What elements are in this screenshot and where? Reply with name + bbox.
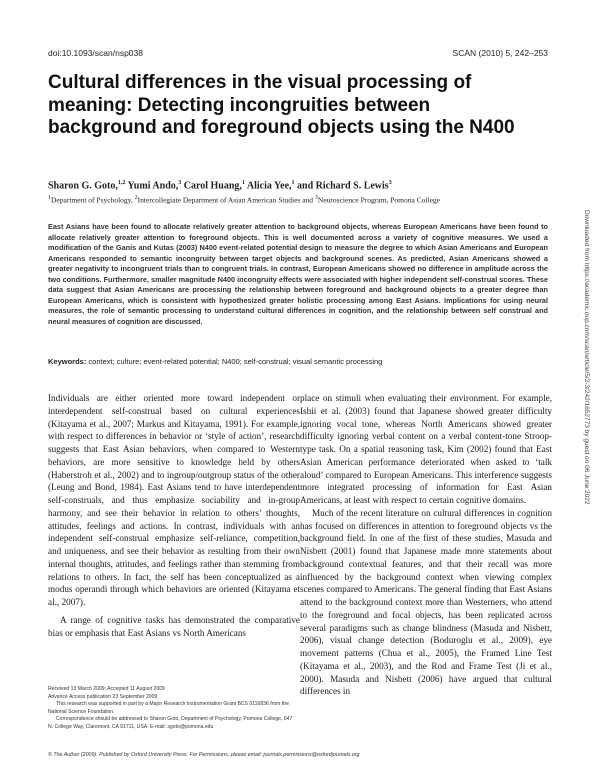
- affiliation-text: Department of Psychology,: [51, 195, 135, 205]
- author-affil-mark: 1: [291, 180, 295, 186]
- doi-header: doi:10.1093/scan/nsp038: [48, 48, 143, 58]
- body-column-left: [48, 392, 300, 639]
- body-paragraph: Much of the recent literature on cultural differences in cognition has focused on differences in attention to foreground objects vs the background field. In one of the first of these studies, Masuda and Nisbett (2001) found that Japanese made more statements about background contextual features, and that their recall was more influenced by the background context when viewing complex scenes compared to Americans. The general finding that East Asians attend to the background context more than Westerners, who attend to the foreground and focal objects, has been replicated across several paradigms such as change blindness (Masuda and Nisbett, 2006), visual change detection (Boduroglu et al., 2009), eye movement patterns (Chua et al., 2005), the Framed Line Test (Kitayama et al., 2003), and the Rod and Frame Test (Ji et al., 2000). Masuda and Nisbett (2006) have argued that cultural differences in: [300, 507, 552, 697]
- affiliation-mark: 3: [314, 195, 318, 201]
- body-paragraph: Individuals are either oriented more toward independent or interdependent self-construal based on cultural experiences (Kitayama et al., 2007; Markus and Kitayama, 1991). For example, with respect to differences in behavior or ‘style of action’, research suggests that East Asian behaviors, when compared to Western behaviors, are more sensitive to knowledge held by others (Haberstroh et al., 2002) and to ingroup/outgroup status of the other (Leung and Bond, 1984). East Asians tend to have interdependent self-construals, and thus emphasize sociability and in-group harmony, and see their behavior in relation to others’ thoughts, attitudes, feelings and actions. In contrast, individuals with an independent self-construal emphasize self-reliance, competition, and uniqueness, and see their behavior as resulting from their own internal thoughts, attitudes, and feelings rather than stemming from relations to others. In fact, the self has been conceptualized as a modus operandi through which behaviors are oriented (Kitayama et al., 2007).: [48, 393, 300, 607]
- footnote-funding: This research was supported in part by a Major Research Instrumentation Grant BCS 0116836 from the National Science Foundation.: [48, 701, 289, 715]
- author-name: Sharon G. Goto,: [48, 180, 118, 192]
- author-affil-mark: 1: [241, 180, 245, 186]
- footnote-advance-access: Advance Access publication 23 September 2009: [48, 693, 158, 700]
- footnote-correspondence: Correspondence should be addressed to Sharon Goto, Department of Psychology, Pomona College, 647 N. College Way, Claremont, CA 91711, USA. E-mail: sgoto@pomona.edu: [48, 716, 293, 730]
- author-name: and Richard S. Lewis: [297, 180, 389, 192]
- download-watermark: [583, 210, 593, 570]
- keywords-label: Keywords:: [48, 357, 87, 366]
- abstract: East Asians have been found to allocate relatively greater attention to background objects, whereas European Americans have been found to allocate relatively greater attention to foreground objects. This is well documented across a variety of cognitive measures. We used a modification of the Ganis and Kutas (2003) N400 event-related potential design to measure the degree to which Asian Americans and European Americans responded to semantic incongruity between target objects and background scenes. As predicted, Asian Americans showed a greater negativity to incongruent trials than to congruent trials. In contrast, European Americans showed no difference in amplitude across the two conditions. Furthermore, smaller magnitude N400 incongruity effects were associated with higher independent self-construal scores. These data suggest that Asian Americans are processing the relationship between foreground and background objects to a greater degree than European Americans, which is consistent with hypothesized greater holistic processing among East Asians. Implications for using neural measures, the role of semantic processing to understand cultural differences in cognition, and the relationship between self construal and neural measures of cognition are discussed.: [48, 222, 548, 326]
- author-list: [48, 180, 548, 191]
- author-name: Carol Huang,: [183, 180, 242, 192]
- author-affil-mark: 1,2: [117, 180, 126, 186]
- affiliation-mark: 1: [48, 195, 51, 201]
- affiliation-text: Intercollegiate Department of Asian American Studies and: [137, 195, 315, 205]
- author-name: Yumi Ando,: [127, 180, 179, 192]
- author-affil-mark: 3: [178, 180, 182, 186]
- affiliation-list: [48, 195, 558, 205]
- author-affil-mark: 3: [388, 180, 392, 186]
- download-watermark-text: Downloaded from https://academic.oup.com/scan/article/5/2-3/242/1652773 by guest on 06 June 2022: [583, 210, 590, 505]
- affiliation-text: Neuroscience Program, Pomona College: [317, 195, 440, 205]
- copyright-line: © The Author (2009). Published by Oxford University Press. For Permissions, please email: journals.permissions@oxfordjournals.org: [48, 752, 360, 758]
- affiliation-mark: 2: [134, 195, 138, 201]
- body-paragraph: place on stimuli when evaluating their environment. For example, Ishii et al. (2003) found that Japanese showed greater difficulty ignoring vocal tone, whereas North Americans showed greater difficulty ignoring verbal content on a verbal content-tone Stroop-type task. On a spatial reasoning task, Kim (2002) found that East Asian American performance deteriorated when asked to ‘talk aloud’ compared to European Americans. This interference suggests more integrated processing of information for East Asian Americans, at least with respect to certain cognitive domains.: [300, 393, 552, 505]
- footnote-received: Received 13 March 2009; Accepted 11 August 2009: [48, 686, 165, 692]
- article-title: Cultural differences in the visual processing of meaning: Detecting incongruities between background and foreground objects using the N400: [48, 72, 515, 138]
- article-footnotes: [48, 686, 293, 732]
- keywords: [48, 357, 548, 366]
- body-paragraph: A range of cognitive tasks has demonstrated the comparative bias or emphasis that East Asians vs North Americans: [48, 614, 300, 638]
- author-name: Alicia Yee,: [246, 180, 292, 192]
- keywords-text: context; culture; event-related potential; N400; self-construal; visual semantic processing: [86, 357, 383, 366]
- journal-reference: SCAN (2010) 5, 242–253: [452, 48, 548, 58]
- body-column-right: [300, 392, 552, 698]
